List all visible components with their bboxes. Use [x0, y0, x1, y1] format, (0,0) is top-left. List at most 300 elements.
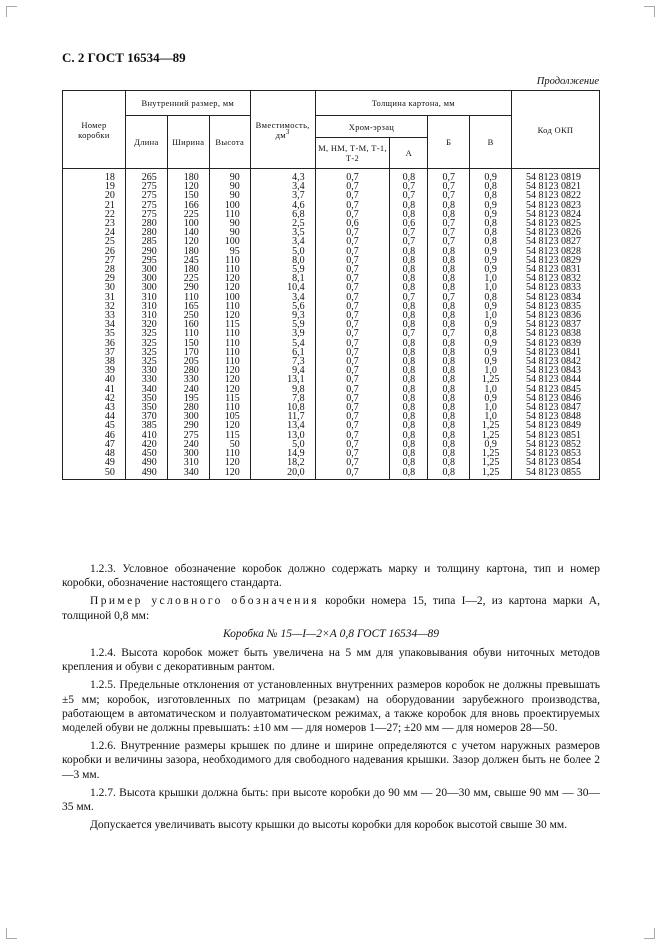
cell-width: 180 [167, 265, 209, 274]
corner-mark [6, 6, 17, 17]
cell-col-b: 0,7 [428, 329, 470, 338]
cell-col-v: 0,9 [470, 357, 512, 366]
cell-chrome-brands: 0,7 [315, 412, 390, 421]
cell-col-b: 0,8 [428, 458, 470, 467]
header-thickness: Толщина картона, мм [315, 91, 511, 116]
cell-chrome-brands: 0,7 [315, 237, 390, 246]
cell-chrome-brands: 0,7 [315, 265, 390, 274]
cell-col-b: 0,7 [428, 228, 470, 237]
cell-width: 195 [167, 394, 209, 403]
cell-height: 50 [209, 440, 250, 449]
cell-col-v: 1,25 [470, 375, 512, 384]
example-label: Пример условного обозначения [90, 595, 319, 608]
cell-chrome-a: 0,8 [390, 440, 428, 449]
cell-col-v: 1,0 [470, 366, 512, 375]
cell-box-number: 21 [63, 201, 126, 210]
cell-chrome-brands: 0,7 [315, 394, 390, 403]
cell-chrome-brands: 0,7 [315, 421, 390, 430]
cell-height: 120 [209, 366, 250, 375]
cell-chrome-brands: 0,7 [315, 440, 390, 449]
cell-chrome-brands: 0,7 [315, 191, 390, 200]
cell-width: 150 [167, 191, 209, 200]
cell-col-b: 0,8 [428, 311, 470, 320]
cell-okp: 54 8123 0828 [512, 247, 600, 256]
cell-capacity: 5,6 [250, 302, 315, 311]
cell-height: 95 [209, 247, 250, 256]
cell-capacity: 9,3 [250, 311, 315, 320]
cell-length: 325 [125, 339, 167, 348]
cell-width: 300 [167, 412, 209, 421]
cell-width: 290 [167, 283, 209, 292]
cell-okp: 54 8123 0848 [512, 412, 600, 421]
cell-box-number: 42 [63, 394, 126, 403]
header-okp: Код ОКП [512, 91, 600, 169]
cell-col-v: 0,9 [470, 210, 512, 219]
cell-width: 225 [167, 274, 209, 283]
cell-length: 330 [125, 375, 167, 384]
cell-okp: 54 8123 0841 [512, 348, 600, 357]
cell-col-b: 0,8 [428, 366, 470, 375]
cell-chrome-brands: 0,7 [315, 468, 390, 480]
cell-box-number: 38 [63, 357, 126, 366]
cell-box-number: 30 [63, 283, 126, 292]
cell-chrome-a: 0,7 [390, 293, 428, 302]
cell-chrome-brands: 0,6 [315, 219, 390, 228]
cell-chrome-brands: 0,7 [315, 274, 390, 283]
cell-capacity: 3,7 [250, 191, 315, 200]
cell-chrome-a: 0,7 [390, 191, 428, 200]
cell-okp: 54 8123 0824 [512, 210, 600, 219]
cell-box-number: 45 [63, 421, 126, 430]
cell-col-b: 0,7 [428, 169, 470, 183]
cell-okp: 54 8123 0835 [512, 302, 600, 311]
designation-example: Коробка № 15—I—2×А 0,8 ГОСТ 16534—89 [222, 627, 440, 640]
cell-col-b: 0,8 [428, 394, 470, 403]
cell-col-b: 0,8 [428, 247, 470, 256]
cell-width: 340 [167, 468, 209, 480]
cell-length: 320 [125, 320, 167, 329]
cell-chrome-a: 0,8 [390, 468, 428, 480]
header-height: Высота [209, 116, 250, 169]
cell-box-number: 36 [63, 339, 126, 348]
cell-capacity: 9,4 [250, 366, 315, 375]
cell-col-b: 0,8 [428, 431, 470, 440]
cell-col-v: 0,9 [470, 169, 512, 183]
cell-box-number: 39 [63, 366, 126, 375]
cell-chrome-a: 0,8 [390, 320, 428, 329]
header-col-b: Б [428, 116, 470, 169]
cell-box-number: 33 [63, 311, 126, 320]
cell-chrome-a: 0,8 [390, 348, 428, 357]
cell-width: 225 [167, 210, 209, 219]
cell-col-v: 0,8 [470, 191, 512, 200]
cell-height: 120 [209, 458, 250, 467]
cell-col-v: 1,0 [470, 412, 512, 421]
cell-width: 170 [167, 348, 209, 357]
paragraph-1-2-4: 1.2.4. Высота коробок может быть увеличена на 5 мм для упаковывания обуви ниточных методов крепления и обуви с декоративным рантом. [62, 647, 600, 674]
cell-height: 110 [209, 449, 250, 458]
cell-chrome-brands: 0,7 [315, 385, 390, 394]
cell-box-number: 23 [63, 219, 126, 228]
cell-chrome-brands: 0,7 [315, 348, 390, 357]
cell-length: 420 [125, 440, 167, 449]
cell-col-v: 1,0 [470, 274, 512, 283]
cell-length: 490 [125, 458, 167, 467]
header-box-number: Номер коробки [63, 91, 126, 169]
cell-col-v: 0,8 [470, 219, 512, 228]
cell-box-number: 32 [63, 302, 126, 311]
cell-chrome-a: 0,7 [390, 182, 428, 191]
cell-length: 265 [125, 169, 167, 183]
cell-width: 160 [167, 320, 209, 329]
cell-okp: 54 8123 0834 [512, 293, 600, 302]
table-body [63, 169, 600, 480]
cell-chrome-a: 0,7 [390, 237, 428, 246]
cell-okp: 54 8123 0819 [512, 169, 600, 183]
cell-okp: 54 8123 0838 [512, 329, 600, 338]
cell-okp: 54 8123 0827 [512, 237, 600, 246]
cell-okp: 54 8123 0822 [512, 191, 600, 200]
cell-chrome-a: 0,8 [390, 458, 428, 467]
header-chrome-brands: М, НМ, Т-М, Т-1, Т-2 [315, 138, 390, 169]
cell-capacity: 3,9 [250, 329, 315, 338]
cell-chrome-a: 0,8 [390, 247, 428, 256]
cell-box-number: 20 [63, 191, 126, 200]
cell-okp: 54 8123 0836 [512, 311, 600, 320]
cell-length: 325 [125, 357, 167, 366]
cell-width: 310 [167, 458, 209, 467]
cell-col-v: 1,0 [470, 385, 512, 394]
cell-capacity: 4,6 [250, 201, 315, 210]
cell-okp: 54 8123 0831 [512, 265, 600, 274]
cell-height: 90 [209, 219, 250, 228]
cell-height: 100 [209, 201, 250, 210]
cell-length: 330 [125, 366, 167, 375]
table-row [63, 468, 600, 480]
cell-box-number: 40 [63, 375, 126, 384]
cell-length: 300 [125, 283, 167, 292]
cell-chrome-brands: 0,7 [315, 228, 390, 237]
cell-chrome-brands: 0,7 [315, 431, 390, 440]
cell-capacity: 13,1 [250, 375, 315, 384]
cell-chrome-brands: 0,7 [315, 458, 390, 467]
cell-capacity: 18,2 [250, 458, 315, 467]
cell-col-b: 0,8 [428, 274, 470, 283]
cell-height: 120 [209, 421, 250, 430]
cell-capacity: 8,1 [250, 274, 315, 283]
cell-height: 120 [209, 311, 250, 320]
cell-chrome-a: 0,8 [390, 357, 428, 366]
cell-chrome-brands: 0,7 [315, 283, 390, 292]
cell-chrome-brands: 0,7 [315, 366, 390, 375]
cell-col-v: 1,0 [470, 311, 512, 320]
cell-width: 240 [167, 440, 209, 449]
cell-okp: 54 8123 0847 [512, 403, 600, 412]
cell-capacity: 5,0 [250, 440, 315, 449]
cell-box-number: 41 [63, 385, 126, 394]
cell-col-b: 0,7 [428, 237, 470, 246]
cell-height: 110 [209, 357, 250, 366]
cell-height: 110 [209, 329, 250, 338]
cell-height: 115 [209, 394, 250, 403]
cell-capacity: 3,4 [250, 237, 315, 246]
cell-col-b: 0,8 [428, 256, 470, 265]
cell-col-b: 0,8 [428, 385, 470, 394]
cell-width: 290 [167, 421, 209, 430]
cell-chrome-a: 0,8 [390, 201, 428, 210]
cell-capacity: 5,0 [250, 247, 315, 256]
cell-box-number: 29 [63, 274, 126, 283]
cell-col-b: 0,8 [428, 339, 470, 348]
cell-col-v: 0,9 [470, 265, 512, 274]
cell-length: 325 [125, 348, 167, 357]
cell-col-v: 0,9 [470, 394, 512, 403]
header-chrome-substitute: Хром-эрзац [315, 116, 428, 138]
cell-box-number: 24 [63, 228, 126, 237]
cell-chrome-a: 0,8 [390, 412, 428, 421]
paragraph-example [62, 594, 600, 622]
cell-height: 110 [209, 265, 250, 274]
cell-box-number: 27 [63, 256, 126, 265]
cell-okp: 54 8123 0845 [512, 385, 600, 394]
cell-height: 110 [209, 210, 250, 219]
cell-okp: 54 8123 0826 [512, 228, 600, 237]
cell-okp: 54 8123 0852 [512, 440, 600, 449]
cell-length: 290 [125, 247, 167, 256]
box-sizes-table [62, 90, 600, 480]
paragraph-1-2-7: 1.2.7. Высота крышки должна быть: при высоте коробки до 90 мм — 20—30 мм, свыше 90 мм — 30—35 мм. [62, 786, 600, 814]
cell-capacity: 5,9 [250, 265, 315, 274]
cell-col-v: 0,9 [470, 440, 512, 449]
cell-width: 165 [167, 302, 209, 311]
cell-col-v: 0,8 [470, 237, 512, 246]
header-chrome-a: А [390, 138, 428, 169]
cell-width: 300 [167, 449, 209, 458]
cell-chrome-a: 0,8 [390, 339, 428, 348]
cell-width: 250 [167, 311, 209, 320]
cell-length: 275 [125, 191, 167, 200]
cell-length: 275 [125, 210, 167, 219]
cell-chrome-a: 0,7 [390, 329, 428, 338]
corner-mark [644, 6, 655, 17]
cell-box-number: 22 [63, 210, 126, 219]
cell-height: 120 [209, 283, 250, 292]
cell-length: 280 [125, 228, 167, 237]
cell-chrome-brands: 0,7 [315, 293, 390, 302]
cell-width: 180 [167, 169, 209, 183]
cell-box-number: 31 [63, 293, 126, 302]
cell-col-v: 0,9 [470, 247, 512, 256]
cell-chrome-a: 0,8 [390, 366, 428, 375]
cell-col-v: 0,9 [470, 302, 512, 311]
cell-length: 310 [125, 311, 167, 320]
cell-width: 150 [167, 339, 209, 348]
cell-width: 240 [167, 385, 209, 394]
cell-capacity: 10,8 [250, 403, 315, 412]
cell-okp: 54 8123 0853 [512, 449, 600, 458]
cell-col-b: 0,8 [428, 348, 470, 357]
cell-width: 330 [167, 375, 209, 384]
body-text [62, 562, 600, 836]
cell-okp: 54 8123 0821 [512, 182, 600, 191]
example-rest: коробки номера 15, типа I—2, из картона марки А, толщиной 0,8 мм: [62, 595, 600, 622]
cell-okp: 54 8123 0832 [512, 274, 600, 283]
cell-capacity: 8,0 [250, 256, 315, 265]
cell-width: 280 [167, 403, 209, 412]
cell-chrome-a: 0,8 [390, 265, 428, 274]
cell-height: 110 [209, 302, 250, 311]
cell-capacity: 13,4 [250, 421, 315, 430]
cell-length: 490 [125, 468, 167, 480]
cell-okp: 54 8123 0846 [512, 394, 600, 403]
cell-box-number: 18 [63, 169, 126, 183]
cell-chrome-a: 0,8 [390, 421, 428, 430]
cell-col-v: 1,0 [470, 403, 512, 412]
cell-width: 140 [167, 228, 209, 237]
cell-chrome-brands: 0,7 [315, 449, 390, 458]
cell-length: 385 [125, 421, 167, 430]
cell-height: 90 [209, 169, 250, 183]
cell-chrome-a: 0,8 [390, 256, 428, 265]
cell-length: 310 [125, 293, 167, 302]
cell-okp: 54 8123 0849 [512, 421, 600, 430]
cell-col-v: 0,8 [470, 228, 512, 237]
cell-height: 100 [209, 293, 250, 302]
cell-chrome-a: 0,7 [390, 228, 428, 237]
cell-col-v: 0,8 [470, 293, 512, 302]
cell-col-v: 1,25 [470, 449, 512, 458]
cell-col-b: 0,8 [428, 265, 470, 274]
cell-width: 245 [167, 256, 209, 265]
cell-chrome-a: 0,8 [390, 210, 428, 219]
cell-capacity: 5,4 [250, 339, 315, 348]
cell-chrome-brands: 0,7 [315, 357, 390, 366]
paragraph-1-2-6: 1.2.6. Внутренние размеры крышек по длине и ширине определяются с учетом наружных размеров коробки и величины зазора, необходимого для свободного надевания крышки. Зазор должен быть не более 2—3 мм. [62, 740, 600, 781]
cell-col-v: 0,9 [470, 201, 512, 210]
cell-chrome-brands: 0,7 [315, 247, 390, 256]
cell-length: 300 [125, 274, 167, 283]
cell-chrome-brands: 0,7 [315, 182, 390, 191]
cell-chrome-a: 0,6 [390, 219, 428, 228]
cell-chrome-a: 0,8 [390, 302, 428, 311]
cell-col-b: 0,8 [428, 302, 470, 311]
cell-capacity: 3,4 [250, 182, 315, 191]
cell-chrome-a: 0,8 [390, 283, 428, 292]
cell-chrome-brands: 0,7 [315, 403, 390, 412]
cell-box-number: 48 [63, 449, 126, 458]
cell-chrome-a: 0,8 [390, 394, 428, 403]
header-length: Длина [125, 116, 167, 169]
cell-capacity: 13,0 [250, 431, 315, 440]
cell-box-number: 43 [63, 403, 126, 412]
cell-col-b: 0,8 [428, 421, 470, 430]
cell-col-v: 0,9 [470, 256, 512, 265]
cell-chrome-a: 0,8 [390, 375, 428, 384]
cell-col-v: 0,8 [470, 182, 512, 191]
corner-mark [6, 928, 17, 939]
cell-length: 310 [125, 302, 167, 311]
cell-box-number: 25 [63, 237, 126, 246]
cell-width: 110 [167, 293, 209, 302]
cell-length: 370 [125, 412, 167, 421]
cell-col-v: 1,25 [470, 431, 512, 440]
cell-height: 115 [209, 320, 250, 329]
cell-box-number: 50 [63, 468, 126, 480]
cell-height: 120 [209, 375, 250, 384]
cell-okp: 54 8123 0839 [512, 339, 600, 348]
cell-chrome-a: 0,8 [390, 403, 428, 412]
cell-box-number: 47 [63, 440, 126, 449]
cell-length: 275 [125, 201, 167, 210]
cell-chrome-brands: 0,7 [315, 302, 390, 311]
cell-capacity: 20,0 [250, 468, 315, 480]
cell-chrome-a: 0,8 [390, 431, 428, 440]
cell-height: 115 [209, 431, 250, 440]
cell-col-b: 0,8 [428, 201, 470, 210]
cell-height: 110 [209, 339, 250, 348]
cell-height: 120 [209, 468, 250, 480]
cell-col-b: 0,8 [428, 375, 470, 384]
cell-height: 120 [209, 385, 250, 394]
cell-okp: 54 8123 0833 [512, 283, 600, 292]
paragraph-1-2-3: 1.2.3. Условное обозначение коробок должно содержать марку и толщину картона, тип и номер коробки, обозначение настоящего стандарта. [62, 563, 600, 590]
cell-chrome-brands: 0,7 [315, 210, 390, 219]
cell-length: 410 [125, 431, 167, 440]
cell-length: 285 [125, 237, 167, 246]
cell-col-v: 0,9 [470, 339, 512, 348]
cell-capacity: 3,4 [250, 293, 315, 302]
cell-col-v: 1,25 [470, 458, 512, 467]
cell-okp: 54 8123 0823 [512, 201, 600, 210]
cell-col-b: 0,8 [428, 403, 470, 412]
cell-chrome-a: 0,8 [390, 385, 428, 394]
cell-length: 350 [125, 394, 167, 403]
cell-chrome-a: 0,8 [390, 274, 428, 283]
cell-height: 105 [209, 412, 250, 421]
cell-length: 340 [125, 385, 167, 394]
cell-col-v: 1,0 [470, 283, 512, 292]
cell-col-b: 0,8 [428, 210, 470, 219]
cell-height: 90 [209, 191, 250, 200]
header-width: Ширина [167, 116, 209, 169]
cell-box-number: 28 [63, 265, 126, 274]
cell-chrome-a: 0,8 [390, 311, 428, 320]
cell-okp: 54 8123 0854 [512, 458, 600, 467]
cell-chrome-brands: 0,7 [315, 320, 390, 329]
cell-capacity: 7,3 [250, 357, 315, 366]
cell-height: 100 [209, 237, 250, 246]
cell-col-b: 0,8 [428, 412, 470, 421]
cell-length: 300 [125, 265, 167, 274]
cell-col-v: 0,8 [470, 329, 512, 338]
cell-okp: 54 8123 0842 [512, 357, 600, 366]
cell-okp: 54 8123 0829 [512, 256, 600, 265]
cell-box-number: 44 [63, 412, 126, 421]
cell-capacity: 7,8 [250, 394, 315, 403]
table-row [63, 169, 600, 183]
cell-okp: 54 8123 0825 [512, 219, 600, 228]
cell-col-b: 0,8 [428, 320, 470, 329]
paragraph-1-2-5: 1.2.5. Предельные отклонения от установленных внутренних размеров коробок не должны превышать ±5 мм; коробок, изготовленных по матрицам (резакам) на оборудовании зарубежного производства, работающем в автоматическом и полуавтоматическом режимах, а также коробок для вновь проектируемых моделей обуви не должны превышать: ±10 мм — для номеров 1—27; ±20 мм — для номеров 28—50. [62, 679, 600, 735]
cell-length: 295 [125, 256, 167, 265]
cell-col-b: 0,7 [428, 191, 470, 200]
cell-box-number: 26 [63, 247, 126, 256]
cell-box-number: 19 [63, 182, 126, 191]
cell-capacity: 6,8 [250, 210, 315, 219]
cell-chrome-a: 0,8 [390, 449, 428, 458]
cell-col-b: 0,8 [428, 468, 470, 480]
cell-capacity: 4,3 [250, 169, 315, 183]
